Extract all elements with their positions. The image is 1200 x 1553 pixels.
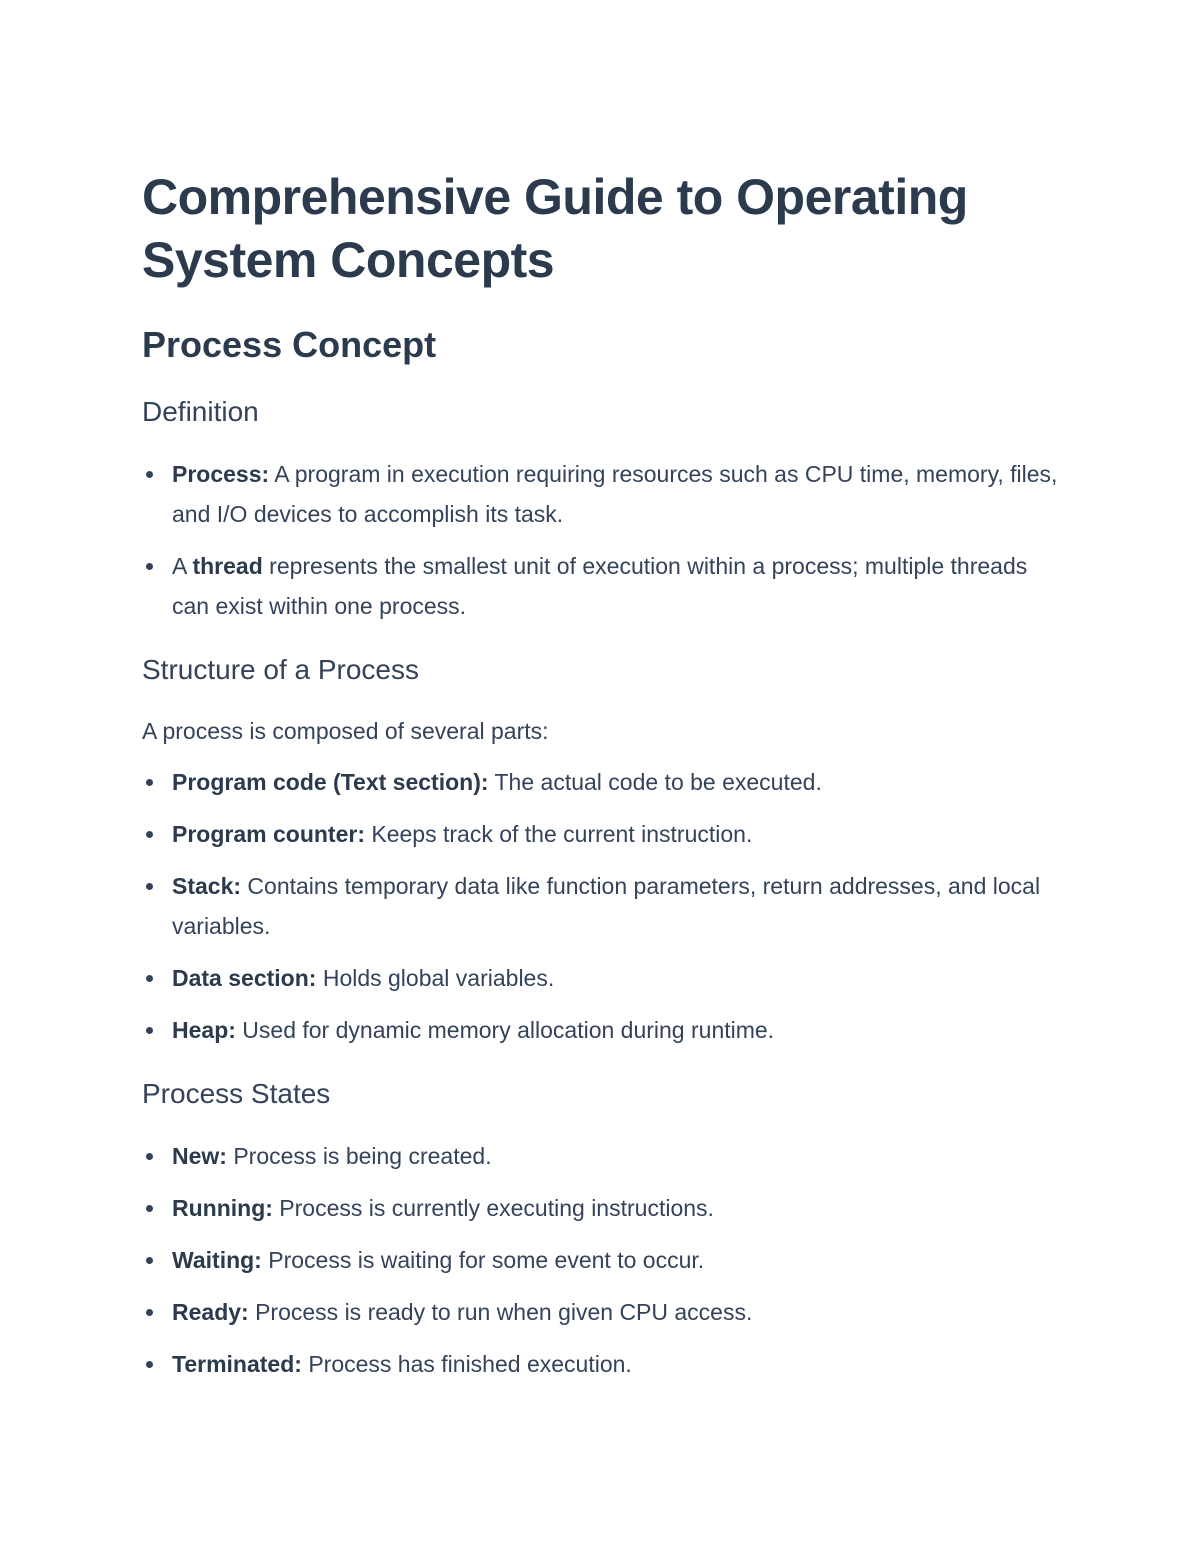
subheading-definition: Definition	[142, 396, 259, 427]
list-item	[142, 1136, 1062, 1176]
list-item-text: Holds global variables.	[316, 965, 555, 991]
list-item-term: Running:	[172, 1195, 273, 1221]
page-title: Comprehensive Guide to Operating System Concepts	[142, 169, 968, 288]
list-item-text: A program in execution requiring resources such as CPU time, memory, files, and I/O devices to accomplish its task.	[172, 461, 1058, 527]
list-item	[142, 866, 1062, 946]
structure-intro: A process is composed of several parts:	[142, 718, 549, 744]
list-item	[142, 958, 1062, 998]
definition-list	[142, 454, 1062, 626]
list-item	[142, 1240, 1062, 1280]
structure-list	[142, 762, 1062, 1050]
states-list	[142, 1136, 1062, 1384]
list-item	[142, 1010, 1062, 1050]
section-heading-process-concept: Process Concept	[142, 324, 437, 365]
list-item-text: Process is waiting for some event to occur.	[261, 1247, 705, 1273]
list-item-prefix: A	[172, 553, 193, 579]
list-item	[142, 454, 1062, 534]
list-item-term: Terminated:	[172, 1351, 302, 1377]
list-item-text: Process has finished execution.	[301, 1351, 632, 1377]
list-item-term: Waiting:	[172, 1247, 262, 1273]
list-item-text: Used for dynamic memory allocation during runtime.	[235, 1017, 775, 1043]
document-page	[142, 166, 1062, 1384]
list-item	[142, 1344, 1062, 1384]
list-item-text: represents the smallest unit of execution within a process; multiple threads can exist within one process.	[172, 553, 1028, 619]
list-item-text: Process is being created.	[226, 1143, 492, 1169]
list-item-term: Program counter:	[172, 821, 365, 847]
list-item-text: Keeps track of the current instruction.	[364, 821, 753, 847]
subheading-process-states: Process States	[142, 1078, 331, 1109]
list-item-term: Process:	[172, 461, 270, 487]
list-item-term: Stack:	[172, 873, 242, 899]
list-item-term: Data section:	[172, 965, 317, 991]
list-item-text: Contains temporary data like function parameters, return addresses, and local variables.	[172, 873, 1041, 939]
list-item-term: Program code (Text section):	[172, 769, 489, 795]
list-item	[142, 762, 1062, 802]
list-item	[142, 814, 1062, 854]
list-item	[142, 1188, 1062, 1228]
list-item-term: New:	[172, 1143, 227, 1169]
list-item-term: Heap:	[172, 1017, 236, 1043]
list-item	[142, 1292, 1062, 1332]
list-item-term: thread	[192, 553, 263, 579]
list-item-text: Process is currently executing instructions.	[272, 1195, 714, 1221]
list-item-text: The actual code to be executed.	[488, 769, 822, 795]
subheading-structure: Structure of a Process	[142, 654, 420, 685]
list-item	[142, 546, 1062, 626]
list-item-term: Ready:	[172, 1299, 249, 1325]
list-item-text: Process is ready to run when given CPU access.	[248, 1299, 753, 1325]
